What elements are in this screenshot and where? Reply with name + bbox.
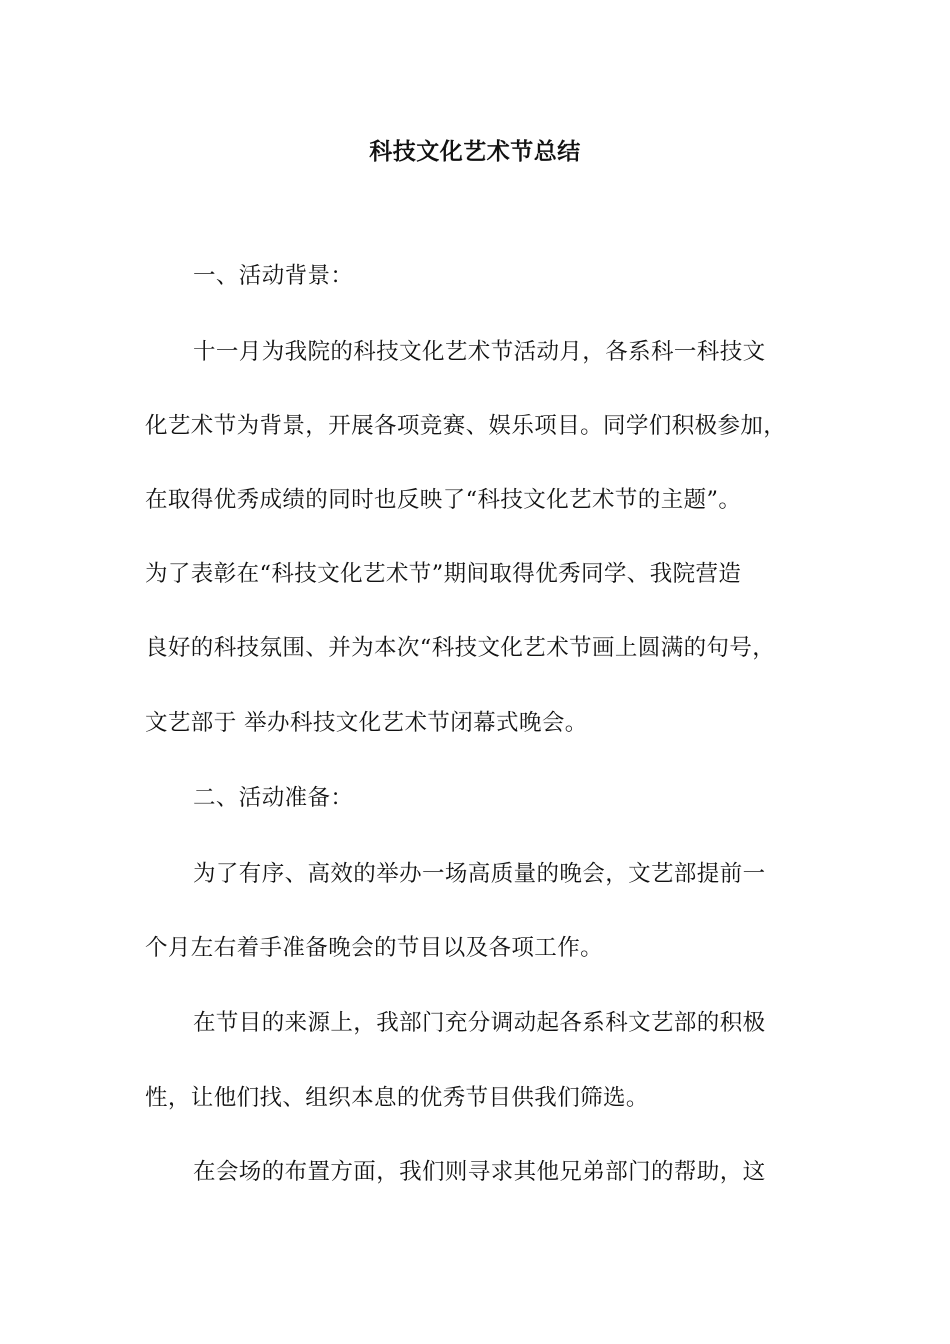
section-heading-preparation: 二、活动准备： [193, 785, 354, 811]
paragraph-line: 文艺部于 举办科技文化艺术节闭幕式晚会。 [145, 710, 588, 736]
paragraph-line: 性，让他们找、组织本息的优秀节目供我们筛选。 [145, 1085, 649, 1111]
document-title: 科技文化艺术节总结 [369, 138, 581, 165]
paragraph-line: 为了表彰在“科技文化艺术节”期间取得优秀同学、我院营造 [145, 561, 742, 587]
section-heading-background: 一、活动背景： [193, 263, 354, 289]
paragraph-line: 为了有序、高效的举办一场高质量的晚会，文艺部提前一 [193, 861, 766, 887]
paragraph-line: 个月左右着手准备晚会的节目以及各项工作。 [145, 935, 604, 961]
paragraph-line: 十一月为我院的科技文化艺术节活动月，各系科一科技文 [193, 339, 766, 365]
paragraph-line: 良好的科技氛围、并为本次“科技文化艺术节画上圆满的句号， [145, 635, 776, 661]
paragraph-line: 在取得优秀成绩的同时也反映了“科技文化艺术节的主题”。 [145, 487, 742, 513]
paragraph-line: 在会场的布置方面，我们则寻求其他兄弟部门的帮助，这 [193, 1159, 766, 1185]
paragraph-line: 化艺术节为背景，开展各项竞赛、娱乐项目。同学们积极参加， [145, 413, 787, 439]
paragraph-line: 在节目的来源上，我部门充分调动起各系科文艺部的积极 [193, 1010, 766, 1036]
